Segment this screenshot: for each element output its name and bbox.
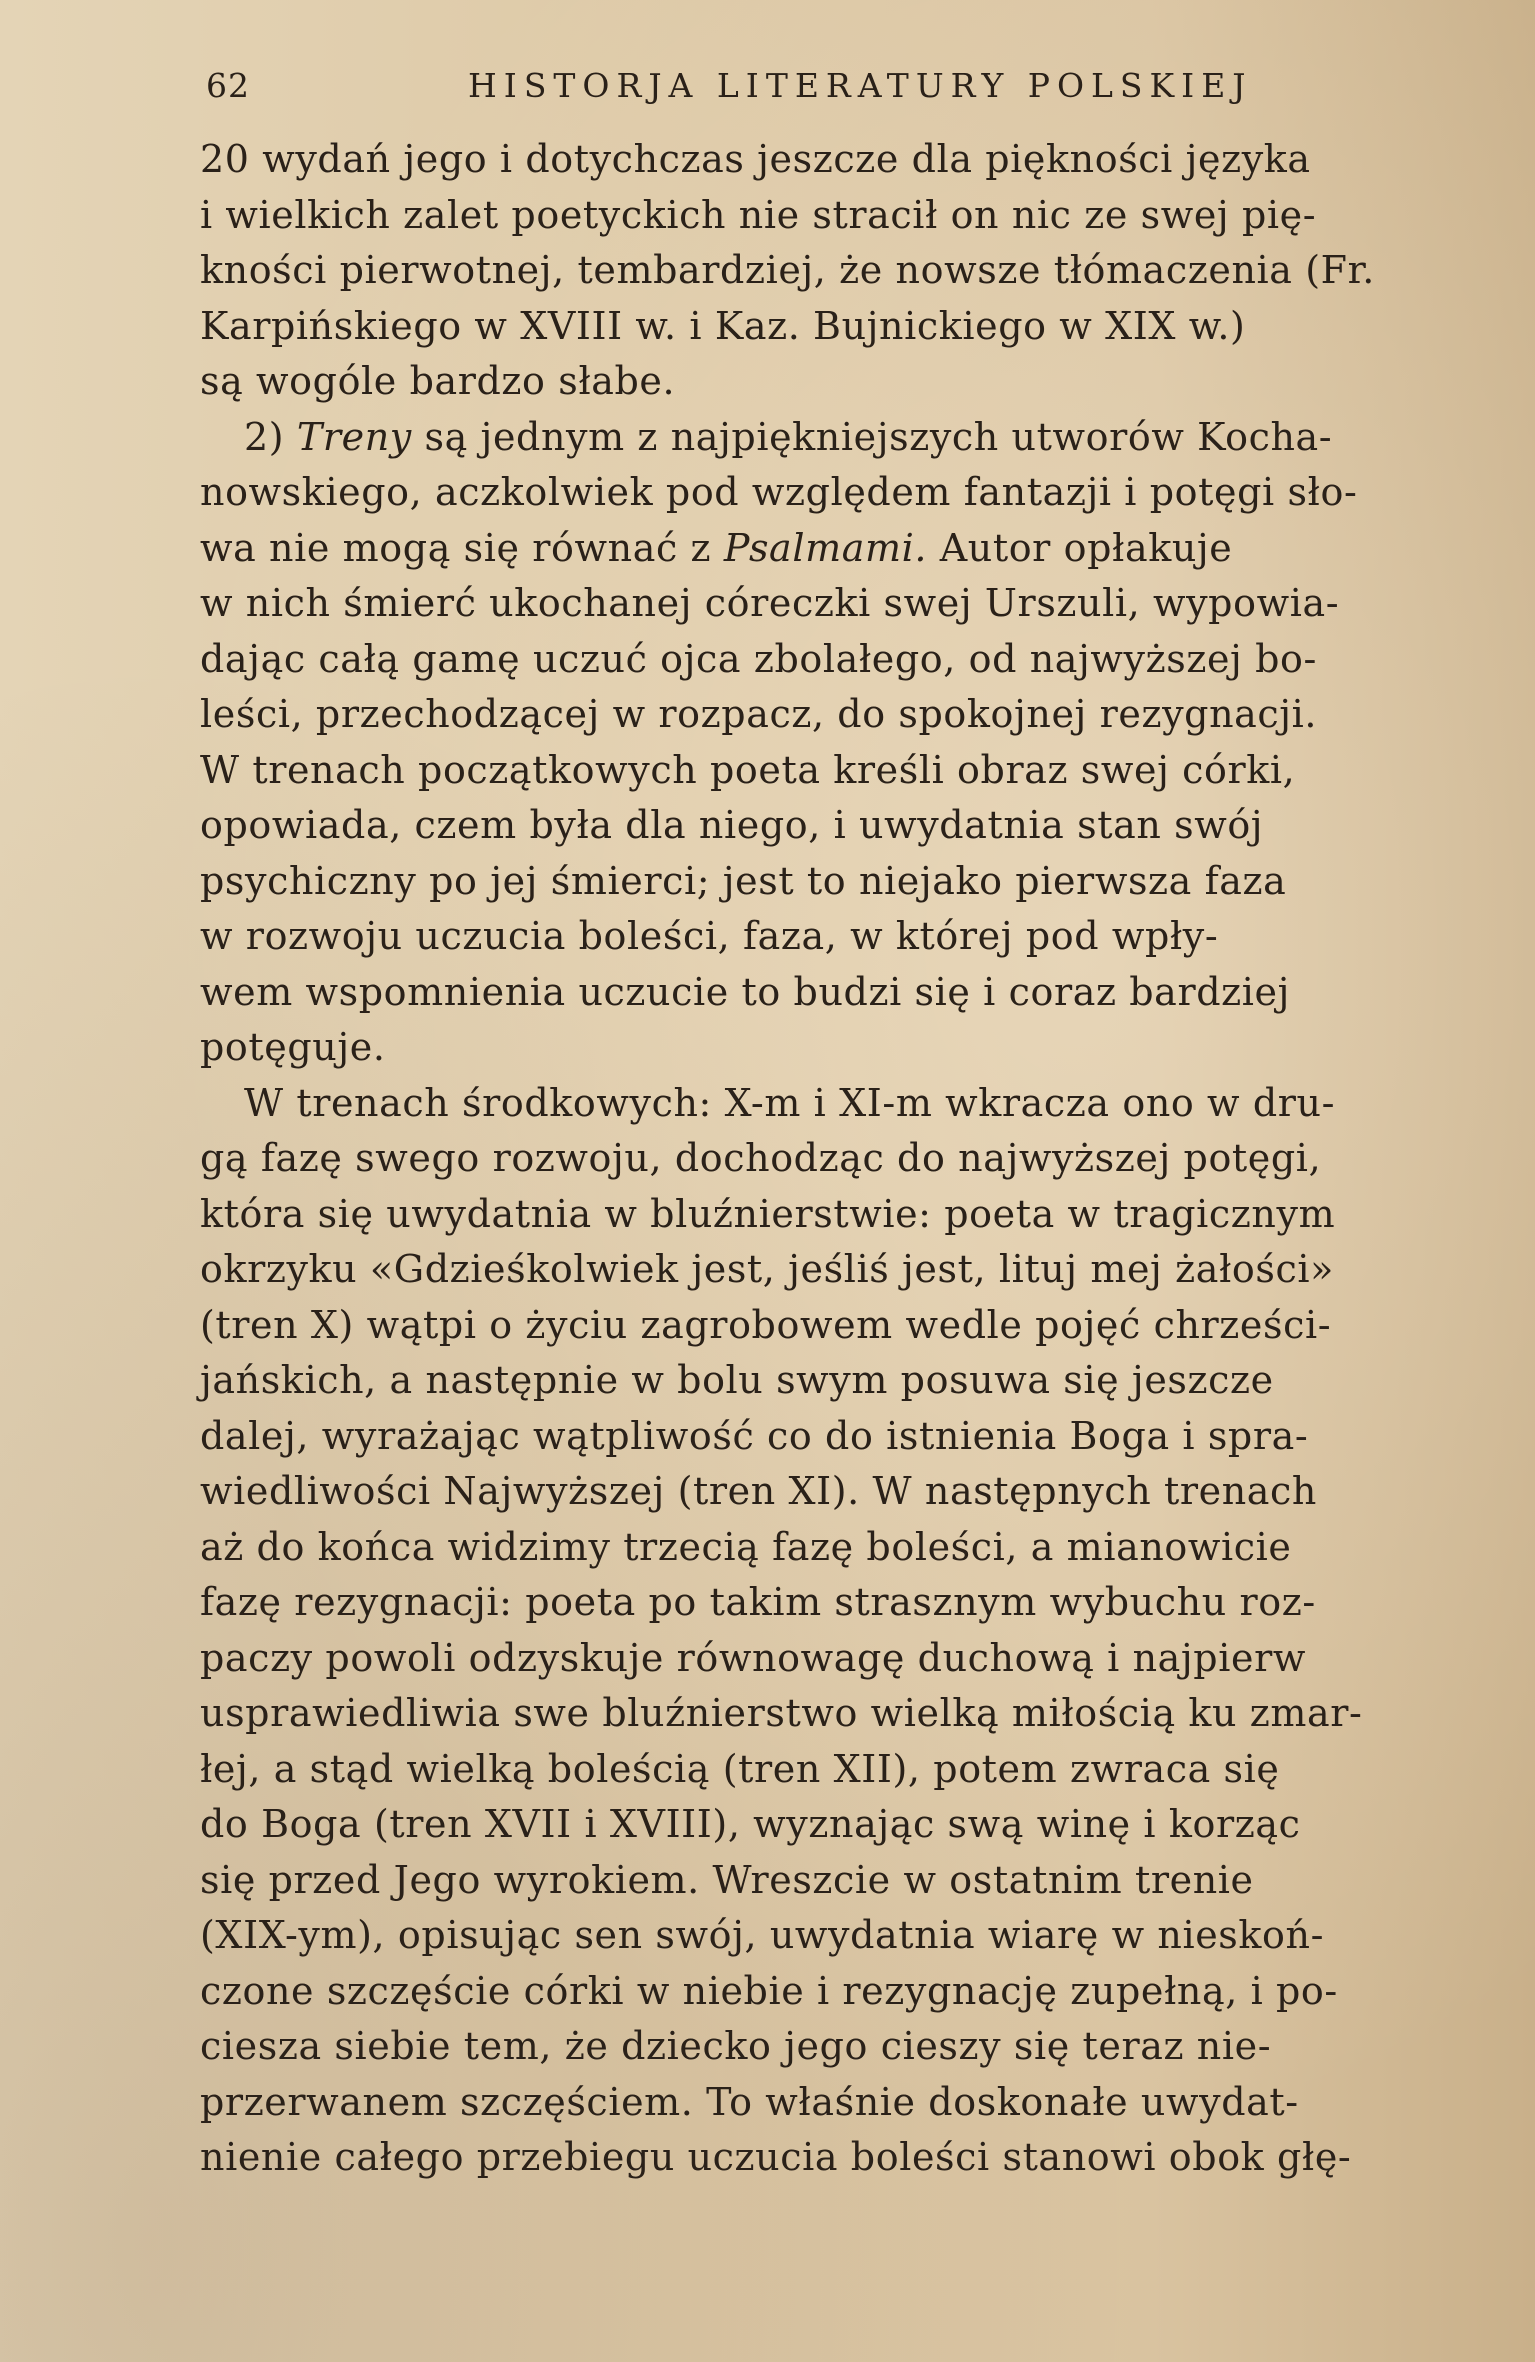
text-line: jańskich, a następnie w bolu swym posuwa się jeszcze — [200, 1358, 1274, 1402]
text-segment: Autor opłakuje — [927, 525, 1233, 570]
italic-title: Treny — [296, 414, 412, 459]
text-line: paczy powoli odzyskuje równowagę duchową i najpierw — [200, 1635, 1306, 1680]
text-line: nowskiego, aczkolwiek pod względem fantazji i potęgi sło- — [200, 470, 1358, 514]
text-line: aż do końca widzimy trzecią fazę boleści, a mianowicie — [200, 1524, 1292, 1569]
text-line: wiedliwości Najwyższej (tren XI). W następnych trenach — [200, 1469, 1317, 1513]
text-line: 20 wydań jego i dotychczas jeszcze dla piękności języka — [200, 137, 1311, 181]
italic-title: Psalmami. — [723, 525, 928, 570]
text-line: gą fazę swego rozwoju, dochodząc do najwyższej potęgi, — [200, 1136, 1322, 1180]
text-line: usprawiedliwia swe bluźnierstwo wielką miłością ku zmar- — [200, 1691, 1363, 1735]
text-segment: wa nie mogą się równać z — [200, 525, 724, 570]
page-number: 62 — [206, 66, 250, 105]
text-line: dając całą gamę uczuć ojca zbolałego, od najwyższej bo- — [200, 636, 1317, 681]
text-line — [200, 521, 1530, 577]
text-line: ciesza siebie tem, że dziecko jego cieszy się teraz nie- — [200, 2024, 1272, 2068]
text-line: W trenach początkowych poeta kreśli obraz swej córki, — [200, 747, 1296, 792]
text-line: Karpińskiego w XVIII w. i Kaz. Bujnickiego w XIX w.) — [200, 303, 1246, 348]
text-line: dalej, wyrażając wątpliwość co do istnienia Boga i spra- — [200, 1413, 1309, 1458]
text-line: fazę rezygnacji: poeta po takim strasznym wybuchu roz- — [200, 1580, 1316, 1624]
text-line: opowiada, czem była dla niego, i uwydatnia stan swój — [200, 803, 1264, 847]
text-line: łej, a stąd wielką boleścią (tren XII), potem zwraca się — [200, 1746, 1280, 1791]
text-line: (XIX-ym), opisując sen swój, uwydatnia wiarę w nieskoń- — [200, 1913, 1325, 1957]
text-line: są wogóle bardzo słabe. — [200, 359, 676, 403]
text-segment: są jednym z najpiękniejszych utworów Kocha- — [411, 414, 1333, 459]
text-line: nienie całego przebiegu uczucia boleści stanowi obok głę- — [200, 2135, 1352, 2179]
text-line: potęguje. — [200, 1025, 386, 1069]
text-line: leści, przechodzącej w rozpacz, do spokojnej rezygnacji. — [200, 692, 1318, 736]
text-line — [200, 410, 1530, 466]
text-line: w nich śmierć ukochanej córeczki swej Urszuli, wypowia- — [200, 581, 1340, 625]
text-line: (tren X) wątpi o życiu zagrobowem wedle pojęć chrześci- — [200, 1302, 1332, 1347]
text-line: się przed Jego wyrokiem. Wreszcie w ostatnim trenie — [200, 1857, 1254, 1902]
text-segment: 2) — [244, 414, 297, 459]
text-line: okrzyku «Gdzieśkolwiek jest, jeśliś jest, lituj mej żałości» — [200, 1247, 1334, 1291]
text-line: i wielkich zalet poetyckich nie stracił on nic ze swej pię- — [200, 192, 1317, 237]
text-line: przerwanem szczęściem. To właśnie doskonałe uwydat- — [200, 2079, 1299, 2124]
running-title: HISTORJA LITERATURY POLSKIEJ — [468, 66, 1253, 105]
text-line: w rozwoju uczucia boleści, faza, w której pod wpły- — [200, 914, 1219, 958]
body-text — [200, 132, 1530, 2186]
text-line: W trenach środkowych: X-m i XI-m wkracza ono w dru- — [244, 1080, 1336, 1125]
text-line: kności pierwotnej, tembardziej, że nowsze tłómaczenia (Fr. — [200, 248, 1375, 292]
text-line: do Boga (tren XVII i XVIII), wyznając swą winę i korząc — [200, 1802, 1301, 1846]
page-header — [206, 66, 1366, 116]
text-line: która się uwydatnia w bluźnierstwie: poeta w tragicznym — [200, 1191, 1336, 1236]
text-line: psychiczny po jej śmierci; jest to niejako pierwsza faza — [200, 858, 1287, 903]
text-line: wem wspomnienia uczucie to budzi się i coraz bardziej — [200, 969, 1290, 1014]
text-line: czone szczęście córki w niebie i rezygnację zupełną, i po- — [200, 1968, 1338, 2013]
